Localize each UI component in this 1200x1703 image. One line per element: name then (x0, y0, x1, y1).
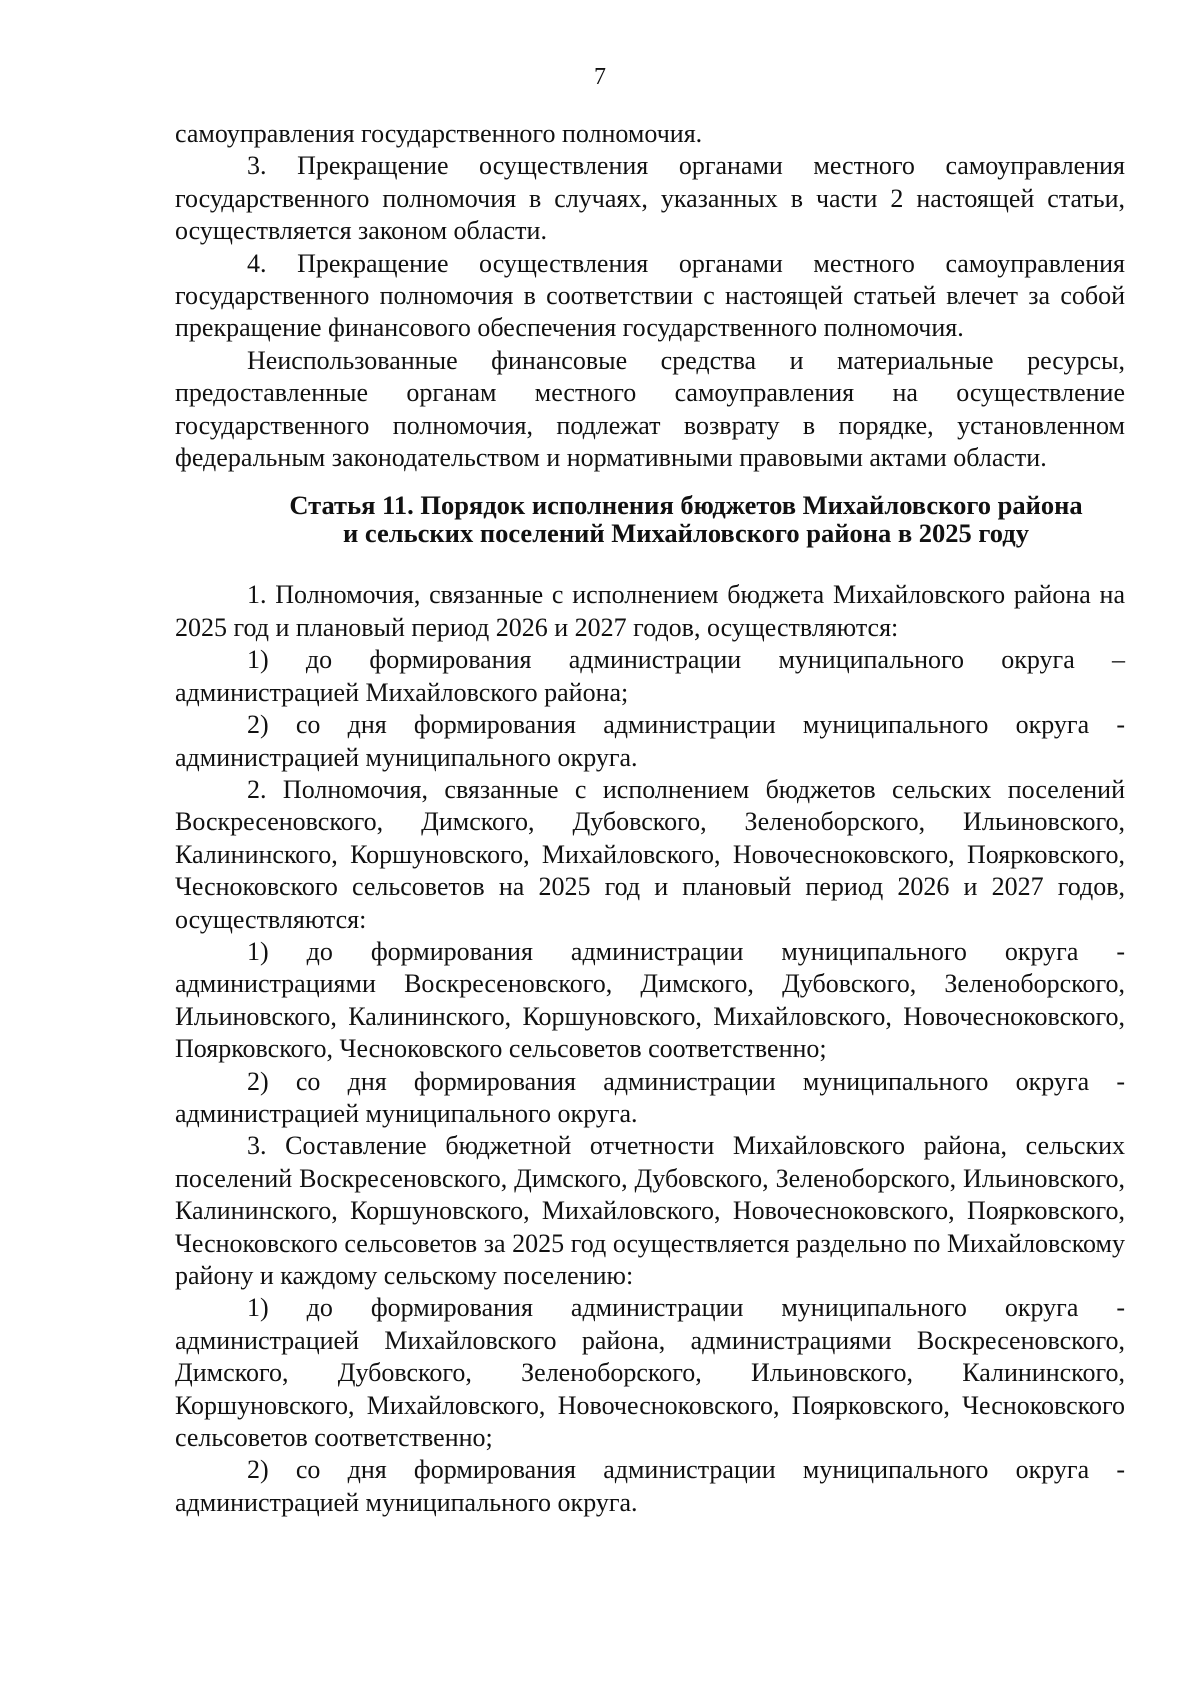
paragraph: 2. Полномочия, связанные с исполнением бюджетов сельских поселений Воскресеновского, Димского, Дубовского, Зеленоборского, Ильиновского, Калининского, Коршуновского, Михайловского, Новочесноковского, Поярковского, Чесноковского сельсоветов на 2025 год и плановый период 2026 и 2027 годов, осуществляются: (175, 774, 1125, 934)
paragraph: 2) со дня формирования администрации муниципального округа - администрацией муниципального округа. (175, 1066, 1125, 1128)
article-heading-line-2: и сельских поселений Михайловского района в 2025 году (343, 518, 1029, 549)
paragraph: самоуправления государственного полномочия. (175, 119, 703, 148)
article-11-body (175, 579, 1125, 1519)
paragraph: 2) со дня формирования администрации муниципального округа - администрацией муниципального округа. (175, 1455, 1125, 1517)
paragraph: 1) до формирования администрации муниципального округа - администрацией Михайловского района, администрациями Воскресеновского, Димского, Дубовского, Зеленоборского, Ильиновского, Калининского, Коршуновского, Михайловского, Новочесноковского, Поярковского, Чесноковского сельсоветов соответственно; (175, 1293, 1125, 1453)
document-body (175, 118, 1125, 1519)
paragraph: 1) до формирования администрации муниципального округа - администрациями Воскресеновского, Димского, Дубовского, Зеленоборского, Ильиновского, Калининского, Коршуновского, Михайловского, Новочесноковского, Поярковского, Чесноковского сельсоветов соответственно; (175, 936, 1125, 1064)
paragraph: 2) со дня формирования администрации муниципального округа - администрацией муниципального округа. (175, 710, 1125, 772)
page-number: 7 (594, 64, 606, 90)
paragraph: Неиспользованные финансовые средства и материальные ресурсы, предоставленные органам местного самоуправления на осуществление государственного полномочия, подлежат возврату в порядке, установленном федеральным законодательством и нормативными правовыми актами области. (175, 345, 1125, 473)
paragraph: 3. Составление бюджетной отчетности Михайловского района, сельских поселений Воскресеновского, Димского, Дубовского, Зеленоборского, Ильиновского, Калининского, Коршуновского, Михайловского, Новочесноковского, Поярковского, Чесноковского сельсоветов за 2025 год осуществляется раздельно по Михайловскому району и каждому сельскому поселению: (175, 1131, 1125, 1290)
paragraph: 3. Прекращение осуществления органами местного самоуправления государственного полномочия в случаях, указанных в части 2 настоящей статьи, осуществляется законом области. (175, 151, 1125, 246)
paragraph: 4. Прекращение осуществления органами местного самоуправления государственного полномочия в соответствии с настоящей статьей влечет за собой прекращение финансового обеспечения государственного полномочия. (175, 248, 1125, 343)
paragraph: 1. Полномочия, связанные с исполнением бюджета Михайловского района на 2025 год и плановый период 2026 и 2027 годов, осуществляются: (175, 580, 1125, 642)
article-heading (175, 491, 1125, 547)
paragraph: 1) до формирования администрации муниципального округа – администрацией Михайловского района; (175, 645, 1125, 707)
article-10-continuation (175, 118, 1125, 474)
article-heading-line-1: Статья 11. Порядок исполнения бюджетов Михайловского района (289, 490, 1083, 521)
